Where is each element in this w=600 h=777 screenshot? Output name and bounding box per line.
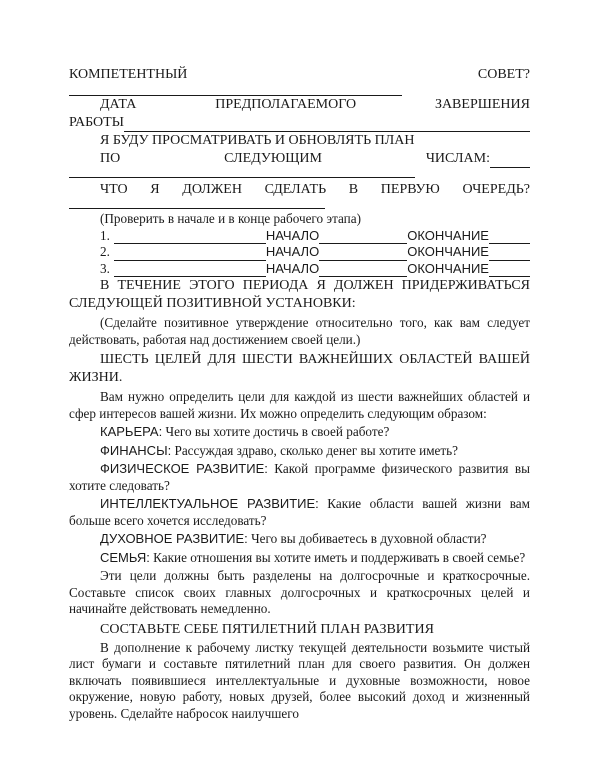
label-by: ПО [100, 151, 121, 166]
first-task-question: ЧТО Я ДОЛЖЕН СДЕЛАТЬ В ПЕРВУЮ ОЧЕРЕДЬ? [100, 182, 530, 197]
attitude-heading: В ТЕЧЕНИЕ ЭТОГО ПЕРИОДА Я ДОЛЖЕН ПРИДЕРЖИВАТЬСЯ СЛЕДУЮЩЕЙ ПОЗИТИВНОЙ УСТАНОВКИ: [69, 278, 530, 311]
goal-physical-text: Какой программе физического развития вы хотите следовать? [69, 461, 530, 493]
goal-family-text: Какие отношения вы хотите иметь и поддерживать в своей семье? [149, 549, 526, 565]
item-start-input-line [319, 231, 407, 244]
goal-spirit-text: Чего вы добиваетесь в духовной области? [247, 531, 487, 546]
goal-family-label: СЕМЬЯ: [100, 549, 150, 565]
item-end-input-line [489, 231, 530, 244]
goal-finance-label: ФИНАНСЫ: [100, 442, 172, 458]
item-end-input-line [489, 264, 530, 277]
goal-family [69, 550, 530, 567]
label-work: РАБОТЫ [69, 115, 124, 130]
label-following: СЛЕДУЮЩИМ [224, 151, 322, 166]
item-end-input-line [489, 248, 530, 261]
item-number: 1. [100, 227, 110, 243]
six-goals-intro: Вам нужно определить цели для каждой из шести важнейших областей и сфер интересов вашей жизни. Их можно определить следующим образом: [69, 389, 530, 421]
five-year-plan-paragraph: В дополнение к рабочему листку текущей деятельности возьмите чистый лист бумаги и составьте пятилетний план для своего развития. Он должен включать появившиеся интеллектуальные и духовные возможности, новое окружение, новую работу, новых друзей, более высокий доход и жизненный уровень. Сделайте набросок наилучшего [69, 639, 530, 721]
answer-line [69, 168, 415, 178]
item-input-line [114, 248, 266, 261]
label-expected: ПРЕДПОЛАГАЕМОГО [215, 97, 357, 112]
label-numbers: ЧИСЛАМ: [425, 151, 490, 166]
goals-split-paragraph: Эти цели должны быть разделены на долгосрочные и краткосрочные. Составьте список своих главных долгосрочных и краткосрочных целей и начинайте действовать немедленно. [69, 568, 530, 616]
task-list [69, 228, 530, 278]
label-date: ДАТА [100, 97, 137, 112]
list-item [69, 228, 530, 245]
goal-intellect-text: Какие области вашей жизни вам больше всего хочется исследовать? [69, 496, 531, 528]
item-start-input-line [319, 248, 407, 261]
item-input-line [114, 231, 266, 244]
numbers-input-line [490, 155, 530, 168]
goal-intellect [69, 496, 530, 529]
goal-career [69, 424, 530, 441]
goal-spirit-label: ДУХОВНОЕ РАЗВИТИЕ: [100, 531, 248, 546]
item-end-label: ОКОНЧАНИЕ [407, 244, 489, 259]
date-input-line [124, 119, 530, 132]
item-start-label: НАЧАЛО [265, 244, 320, 259]
goal-physical-label: ФИЗИЧЕСКОЕ РАЗВИТИЕ: [100, 461, 268, 476]
attitude-note: (Сделайте позитивное утверждение относительно того, как вам следует действовать, работая над достижением своей цели.) [69, 315, 530, 347]
item-end-label: ОКОНЧАНИЕ [407, 260, 489, 276]
item-input-line [114, 264, 266, 277]
review-dates-line [69, 150, 530, 168]
goal-intellect-label: ИНТЕЛЛЕКТУАЛЬНОЕ РАЗВИТИЕ: [100, 496, 319, 511]
answer-line [69, 199, 325, 209]
heading-word-advice: СОВЕТ? [477, 67, 530, 82]
item-start-label: НАЧАЛО [265, 260, 320, 276]
item-end-label: ОКОНЧАНИЕ [407, 227, 489, 243]
item-start-label: НАЧАЛО [265, 227, 320, 243]
six-goals-heading: ШЕСТЬ ЦЕЛЕЙ ДЛЯ ШЕСТИ ВАЖНЕЙШИХ ОБЛАСТЕЙ ВАШЕЙ ЖИЗНИ. [69, 352, 530, 385]
goal-finance-text: Рассуждая здраво, сколько денег вы хотите иметь? [171, 442, 459, 458]
first-task-line [69, 181, 530, 199]
document-page [69, 66, 530, 722]
question-line [69, 66, 530, 84]
goal-career-text: Чего вы хотите достичь в своей работе? [162, 424, 390, 439]
goal-finance [69, 443, 530, 460]
answer-line [69, 84, 402, 96]
completion-date-line [69, 96, 530, 114]
goal-physical [69, 461, 530, 494]
label-completion: ЗАВЕРШЕНИЯ [434, 97, 530, 112]
goal-spirit [69, 531, 530, 548]
item-number: 3. [100, 260, 110, 276]
heading-word-competent: КОМПЕТЕНТНЫЙ [69, 67, 188, 82]
item-start-input-line [319, 264, 407, 277]
five-year-plan-heading: СОСТАВЬТЕ СЕБЕ ПЯТИЛЕТНИЙ ПЛАН РАЗВИТИЯ [100, 621, 434, 637]
completion-date-field [69, 114, 530, 132]
check-note: (Проверить в начале и в конце рабочего этапа) [100, 211, 361, 226]
list-item [69, 244, 530, 261]
review-plan-line: Я БУДУ ПРОСМАТРИВАТЬ И ОБНОВЛЯТЬ ПЛАН [100, 133, 415, 148]
numbers-field [426, 150, 530, 168]
list-item [69, 261, 530, 278]
goal-career-label: КАРЬЕРА: [100, 424, 163, 439]
item-number: 2. [100, 244, 110, 259]
